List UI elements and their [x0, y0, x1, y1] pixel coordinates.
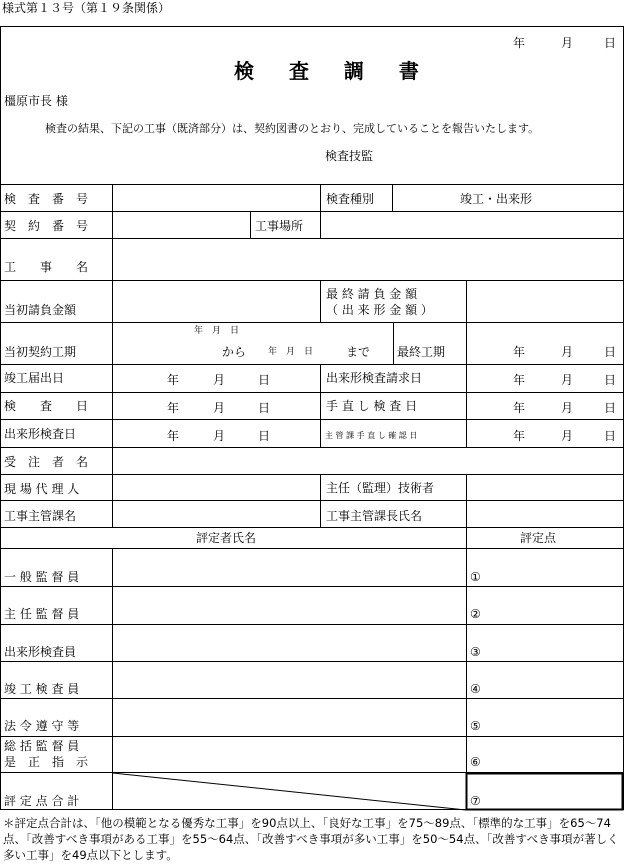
repair-confirmation-label: 主 管 課 手 直 し 確 認 日 [325, 431, 418, 440]
inspection-number-label: 検 査 番 号 [4, 192, 89, 206]
inspection-type-label: 検査種別 [326, 192, 375, 206]
final-period-year: 年 [513, 345, 526, 359]
final-amount-label: 最 終 請 負 金 額 [326, 287, 418, 301]
total-score-label: 評 定 点 合 計 [4, 794, 80, 808]
partial-inspection-year: 年 [167, 429, 180, 443]
period-to-label: まで [346, 345, 371, 359]
score-mark-2: ② [470, 607, 481, 621]
site-agent-label: 現 場 代 理 人 [4, 482, 80, 496]
final-period-label: 最終工期 [397, 345, 446, 359]
page-title: 検 査 調 書 [234, 59, 433, 83]
final-period-month: 月 [561, 345, 574, 359]
score-mark-7: ⑦ [470, 794, 481, 808]
initial-amount-label: 当初請負金額 [4, 303, 77, 317]
evaluator-general-supervisor-chief: 総 括 監 督 員 [4, 739, 80, 753]
inspection-date-day: 日 [258, 401, 271, 415]
report-statement: 検査の結果、下記の工事（既済部分）は、契約図書のとおり、完成していることを報告いたします。 [45, 122, 540, 135]
period-from-date: 年 月 日 [194, 326, 240, 336]
score-mark-6: ⑥ [470, 755, 481, 769]
evaluator-general-supervisor: 一 般 監 督 員 [4, 570, 80, 584]
score-mark-4: ④ [470, 682, 481, 696]
inspection-date-label: 検 査 日 [4, 399, 89, 413]
final-period-day: 日 [604, 345, 617, 359]
work-name-label: 工 事 名 [4, 260, 89, 274]
period-to-date: 年 月 日 [268, 347, 314, 357]
repair-confirmation-year: 年 [513, 429, 526, 443]
evaluator-completion-inspector: 竣 工 検 査 員 [4, 682, 80, 696]
repair-confirmation-month: 月 [561, 429, 574, 443]
addressee: 橿原市長 様 [4, 94, 68, 108]
inspection-date-year: 年 [167, 401, 180, 415]
date-day-label: 日 [604, 36, 617, 50]
partial-request-label: 出来形検査請求日 [326, 371, 423, 385]
final-amount-sub-label: （ 出 来 形 金 額 ） [326, 303, 433, 317]
completion-report-label: 竣工届出日 [4, 371, 65, 385]
date-year-label: 年 [513, 36, 526, 50]
score-header: 評定点 [520, 531, 557, 545]
chief-section-head-label: 工事主管課長氏名 [326, 509, 423, 523]
contractor-label: 受 注 者 名 [4, 455, 89, 469]
repair-confirmation-day: 日 [604, 429, 617, 443]
completion-report-year: 年 [167, 373, 180, 387]
score-mark-3: ③ [470, 645, 481, 659]
reinspection-day: 日 [604, 401, 617, 415]
evaluator-chief-supervisor: 主 任 監 督 員 [4, 607, 80, 621]
evaluator-correction-instruction: 是 正 指 示 [4, 755, 89, 769]
partial-inspection-day: 日 [258, 429, 271, 443]
initial-period-label: 当初契約工期 [4, 345, 77, 359]
partial-inspection-month: 月 [213, 429, 226, 443]
inspection-type-value: 竣工・出来形 [460, 192, 533, 206]
inspection-date-month: 月 [213, 401, 226, 415]
score-mark-1: ① [470, 570, 481, 584]
evaluator-name-header: 評定者氏名 [196, 531, 257, 545]
chief-engineer-label: 主任（監理）技術者 [326, 481, 435, 495]
date-month-label: 月 [561, 36, 574, 50]
contract-number-label: 契 約 番 号 [4, 219, 89, 233]
partial-request-year: 年 [513, 373, 526, 387]
completion-report-month: 月 [213, 373, 226, 387]
partial-inspection-label: 出来形検査日 [4, 427, 77, 441]
reinspection-month: 月 [561, 401, 574, 415]
inspector-title: 検査技監 [325, 149, 374, 163]
evaluator-compliance: 法 令 遵 守 等 [4, 719, 80, 733]
reinspection-label: 手 直 し 検 査 日 [326, 399, 418, 413]
evaluator-partial-inspector: 出来形検査員 [4, 645, 77, 659]
work-site-label: 工事場所 [255, 219, 304, 233]
completion-report-day: 日 [258, 373, 271, 387]
partial-request-day: 日 [604, 373, 617, 387]
chief-section-label: 工事主管課名 [4, 509, 77, 523]
period-from-label: から [222, 345, 247, 359]
reinspection-year: 年 [513, 401, 526, 415]
score-mark-5: ⑤ [470, 719, 481, 733]
form-number: 様式第１３号（第１９条関係） [2, 1, 171, 15]
partial-request-month: 月 [561, 373, 574, 387]
footnote: ＊評定点合計は、「他の模範となる優秀な工事」を90点以上、「良好な工事」を75～89点、「標準的な工事」を65～74点、「改善すべき事項がある工事」を55～64点、「改善すべき事項が多い工事」を50～54点、「改善すべき事項が著しく多い工事」を49点以下とします。 [3, 816, 619, 862]
